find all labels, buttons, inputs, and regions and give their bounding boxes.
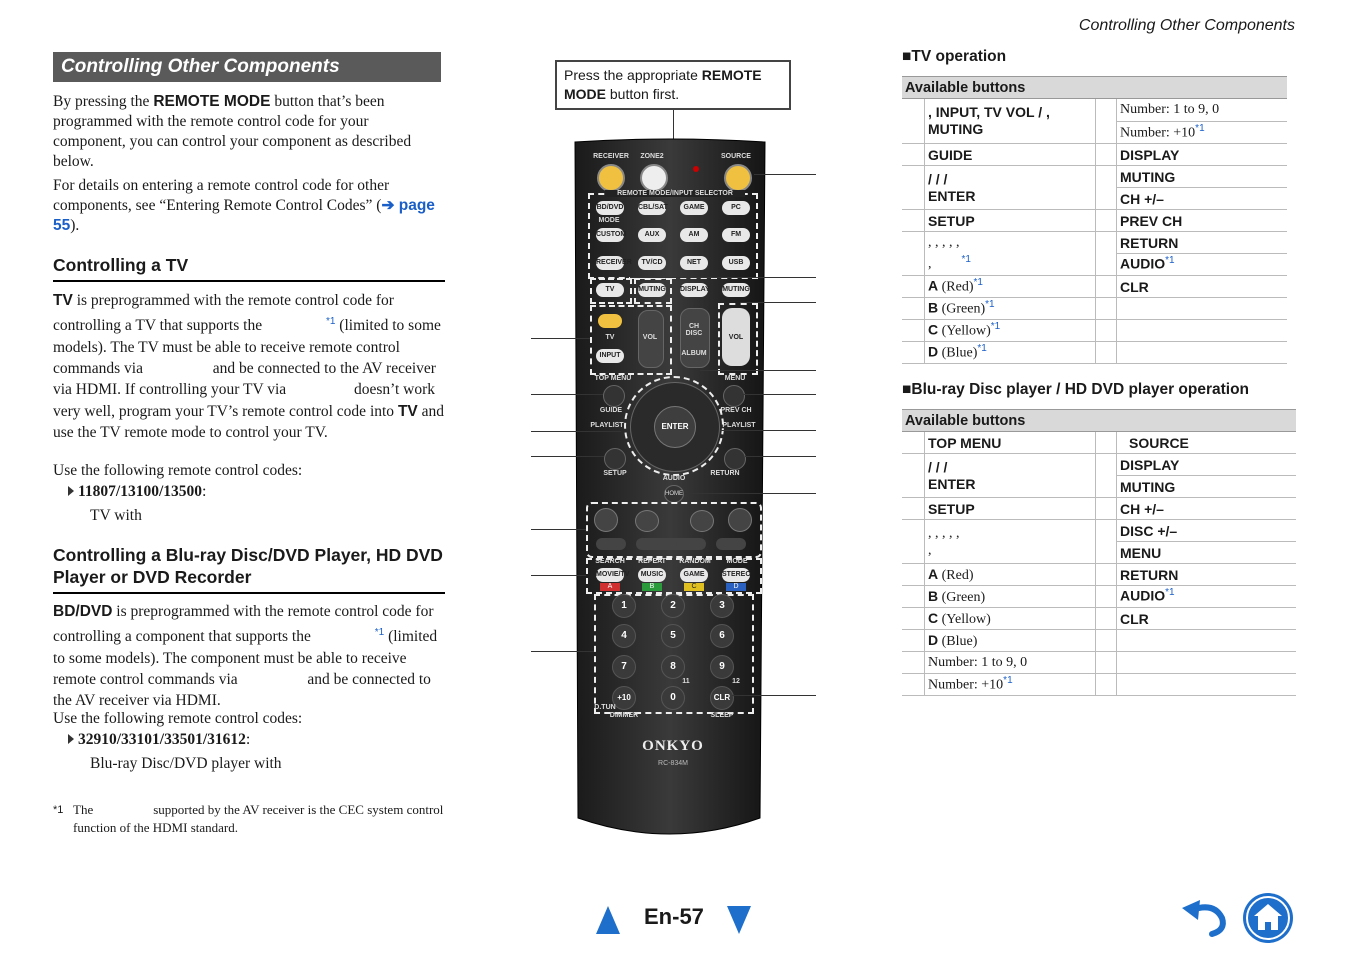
bddvd-button[interactable]: BD/DVD xyxy=(596,201,624,215)
fm-button[interactable]: FM xyxy=(722,228,750,242)
music-button[interactable]: MUSIC xyxy=(638,568,666,582)
leader-muting xyxy=(740,302,816,303)
tv-operation-heading: ■TV operation xyxy=(902,48,1007,65)
ch-disc-rocker[interactable] xyxy=(680,308,710,368)
source-label: SOURCE xyxy=(721,153,751,160)
brand-logo: ONKYO xyxy=(642,738,704,754)
audio-label: AUDIO xyxy=(662,475,686,482)
setup-label: SETUP xyxy=(603,470,627,477)
fast-forward-button[interactable] xyxy=(690,510,714,532)
leader-return xyxy=(745,456,816,457)
page-55-link[interactable]: ➔ page 55 xyxy=(53,197,435,234)
am-button[interactable]: AM xyxy=(680,228,708,242)
number-8-button[interactable]: 8 xyxy=(661,655,685,679)
pc-button[interactable]: PC xyxy=(722,201,750,215)
tv-codes-intro: Use the following remote control codes: xyxy=(53,462,303,479)
leader-setup xyxy=(531,456,604,457)
bd-heading: Controlling a Blu-ray Disc/DVD Player, HD DVD Player or DVD Recorder xyxy=(53,544,445,594)
number-6-button[interactable]: 6 xyxy=(710,624,734,648)
home-button[interactable]: HOME xyxy=(664,485,684,503)
tv-codes: 11807/13100/13500: xyxy=(68,483,206,501)
bd-codes-intro: Use the following remote control codes: xyxy=(53,710,303,727)
leader-transport xyxy=(531,529,586,530)
prev-track-button[interactable] xyxy=(594,508,618,532)
back-icon[interactable] xyxy=(1180,896,1230,938)
leader-color xyxy=(531,575,586,576)
model-label: RC-834M xyxy=(658,760,688,767)
vol-label: VOL xyxy=(728,334,744,341)
setup-button[interactable] xyxy=(604,448,626,470)
leader-numbers xyxy=(531,651,594,652)
section-title: Controlling Other Components xyxy=(53,52,441,82)
intro-paragraph-1: By pressing the REMOTE MODE button that’s been programmed with the remote control code for your component, you can control your component as described below. xyxy=(53,93,412,170)
tv-table-header: Available buttons xyxy=(902,77,1287,99)
bd-codes: 32910/33101/33501/31612: xyxy=(68,731,250,749)
tv-paragraph: TV is preprogrammed with the remote control code for controlling a TV that supports the $^{*1}$ (limited to some models). The TV must be able to receive remote control commands via and be connected to the AV receiver via HDMI. If controlling your TV via doesn’t work very well, program your TV’s remote control code into TV and use the TV remote mode to control your TV. xyxy=(53,292,445,441)
receiver-mode-button[interactable]: RECEIVER xyxy=(596,256,624,270)
tv-operation-table: Available buttons , INPUT, TV VOL / , MUTING Number: 1 to 9, 0 Number: $+10^{*1}$ GUIDE DISPLAY / / / ENTER MUTING CH +/– SETUP PREV CH , , , , , , $^{*1}$ RETURN AUDIO$^{*1}$ A (Red)$^{*1}$ CLR B (Green)$^{*1}$ C (Yellow)$^{*1}$ D (Blue)$^{*1}$ xyxy=(902,76,1287,364)
next-track-button[interactable] xyxy=(728,508,752,532)
red-a-button[interactable]: A xyxy=(600,583,620,591)
top-menu-button[interactable] xyxy=(603,385,625,407)
return-button[interactable] xyxy=(724,448,746,470)
bd-table-header: Available buttons xyxy=(902,410,1296,432)
top-menu-label: TOP MENU xyxy=(594,375,632,382)
display-button[interactable]: DISPLAY xyxy=(680,283,708,297)
prev-ch-label: PREV CH xyxy=(720,407,752,414)
muting-2-button[interactable]: MUTING xyxy=(722,283,750,297)
movie-tv-button[interactable]: MOVIE/TV xyxy=(596,568,624,582)
intro-paragraph-2: For details on entering a remote control code for other components, see “Entering Remote Control Codes” (➔ page 55). xyxy=(53,177,435,234)
tvcd-button[interactable]: TV/CD xyxy=(638,256,666,270)
zone2-button[interactable] xyxy=(640,164,668,192)
mode2-label: MODE xyxy=(726,558,748,565)
yellow-c-button[interactable]: C xyxy=(684,583,704,591)
bd-operation-heading: ■Blu-ray Disc player / HD DVD player operation xyxy=(902,381,1250,398)
enter-button[interactable]: ENTER xyxy=(654,406,696,448)
remote-led xyxy=(693,166,699,172)
tv-heading: Controlling a TV xyxy=(53,254,445,282)
number-7-button[interactable]: 7 xyxy=(612,655,636,679)
pause-button[interactable] xyxy=(596,538,626,550)
plus10-button[interactable]: +10 xyxy=(612,686,636,710)
source-power-button[interactable] xyxy=(724,164,752,192)
stereo-button[interactable]: STEREO xyxy=(722,568,750,582)
ch-disc-label: CH DISC xyxy=(685,323,703,337)
stop-button[interactable] xyxy=(716,538,746,550)
random-label: RANDOM xyxy=(679,558,711,565)
leader-playlist xyxy=(720,430,816,431)
zero-button[interactable]: 0 xyxy=(661,686,685,710)
leader-home xyxy=(684,493,816,494)
number-9-button[interactable]: 9 xyxy=(710,655,734,679)
eleven-label: 11 xyxy=(682,678,690,685)
blue-d-button[interactable]: D xyxy=(726,583,746,591)
leader-clr xyxy=(732,695,816,696)
repeat-label: REPEAT xyxy=(638,558,666,565)
cblsat-button[interactable]: CBL/SAT xyxy=(638,201,666,215)
leader-top-menu xyxy=(531,394,603,395)
menu-button[interactable] xyxy=(723,385,745,407)
rewind-button[interactable] xyxy=(635,510,659,532)
number-3-button[interactable]: 3 xyxy=(710,594,734,618)
custom-button[interactable]: CUSTOM xyxy=(596,228,624,242)
play-button[interactable] xyxy=(636,538,706,550)
selector-label: REMOTE MODE/INPUT SELECTOR xyxy=(605,190,745,197)
number-1-button[interactable]: 1 xyxy=(612,594,636,618)
leader-tv-control xyxy=(531,338,590,339)
playlist-left-label: PLAYLIST xyxy=(590,422,624,429)
home-icon[interactable] xyxy=(1242,892,1294,944)
next-page-arrow-icon[interactable] xyxy=(727,906,751,934)
tv-mode-button[interactable]: TV xyxy=(596,283,624,297)
dtun-label: D.TUN xyxy=(594,704,616,711)
remote-mode-callout: Press the appropriate REMOTE MODE button first. xyxy=(555,60,791,110)
sleep-label: SLEEP xyxy=(710,712,734,719)
prev-page-arrow-icon[interactable] xyxy=(596,906,620,934)
dimmer-label: DIMMER xyxy=(609,712,639,719)
number-4-button[interactable]: 4 xyxy=(612,624,636,648)
return-label: RETURN xyxy=(710,470,740,477)
number-5-button[interactable]: 5 xyxy=(661,624,685,648)
clr-button[interactable]: CLR xyxy=(710,686,734,710)
usb-button[interactable]: USB xyxy=(722,256,750,270)
menu-label: MENU xyxy=(724,375,746,382)
search-label: SEARCH xyxy=(595,558,625,565)
receiver-label: RECEIVER xyxy=(593,153,629,160)
running-title: Controlling Other Components xyxy=(1078,17,1295,34)
footnote: *1 The supported by the AV receiver is the CEC system control function of the HDMI standard. xyxy=(53,802,444,835)
game-mode-button[interactable]: GAME xyxy=(680,568,708,582)
number-2-button[interactable]: 2 xyxy=(661,594,685,618)
net-button[interactable]: NET xyxy=(680,256,708,270)
leader-menu xyxy=(740,394,816,395)
leader-playlist-left xyxy=(531,431,621,432)
bd-codes-desc: Blu-ray Disc/DVD player with xyxy=(90,755,282,772)
leader-source xyxy=(754,174,816,175)
game-button[interactable]: GAME xyxy=(680,201,708,215)
tv-codes-desc: TV with xyxy=(90,507,142,524)
bd-operation-table: Available buttons TOP MENU SOURCE / / / ENTER DISPLAY MUTING SETUP CH +/– , , , , , , DISC +/– MENU A (Red) RETURN B (Green) AUDIO$^{*1}$ C (Yellow) CLR D (Blue) Number: 1 to 9, 0 Number: $+10^{*1}$ xyxy=(902,409,1296,696)
aux-button[interactable]: AUX xyxy=(638,228,666,242)
tv-vol-label: VOL xyxy=(642,334,658,341)
mode-label: MODE xyxy=(598,217,620,224)
tv-power-button[interactable] xyxy=(598,314,622,328)
zone2-label: ZONE2 xyxy=(640,153,664,160)
playlist-right-label: PLAYLIST xyxy=(722,422,756,429)
twelve-label: 12 xyxy=(732,678,740,685)
input-button[interactable]: INPUT xyxy=(596,349,624,363)
receiver-power-button[interactable] xyxy=(597,164,625,192)
bd-paragraph: BD/DVD is preprogrammed with the remote control code for controlling a component that supports the $^{*1}$ (limited to some models). The component must be able to receive remote control commands via and be connected to the AV receiver via HDMI. xyxy=(53,603,438,710)
leader-tv xyxy=(630,277,816,278)
album-label: ALBUM xyxy=(681,350,707,357)
page-number: En-57 xyxy=(644,904,704,929)
green-b-button[interactable]: B xyxy=(642,583,662,591)
guide-label: GUIDE xyxy=(599,407,623,414)
muting-button[interactable]: MUTING xyxy=(638,283,666,297)
leader-vol xyxy=(700,370,816,371)
tv-label: TV xyxy=(605,334,615,341)
